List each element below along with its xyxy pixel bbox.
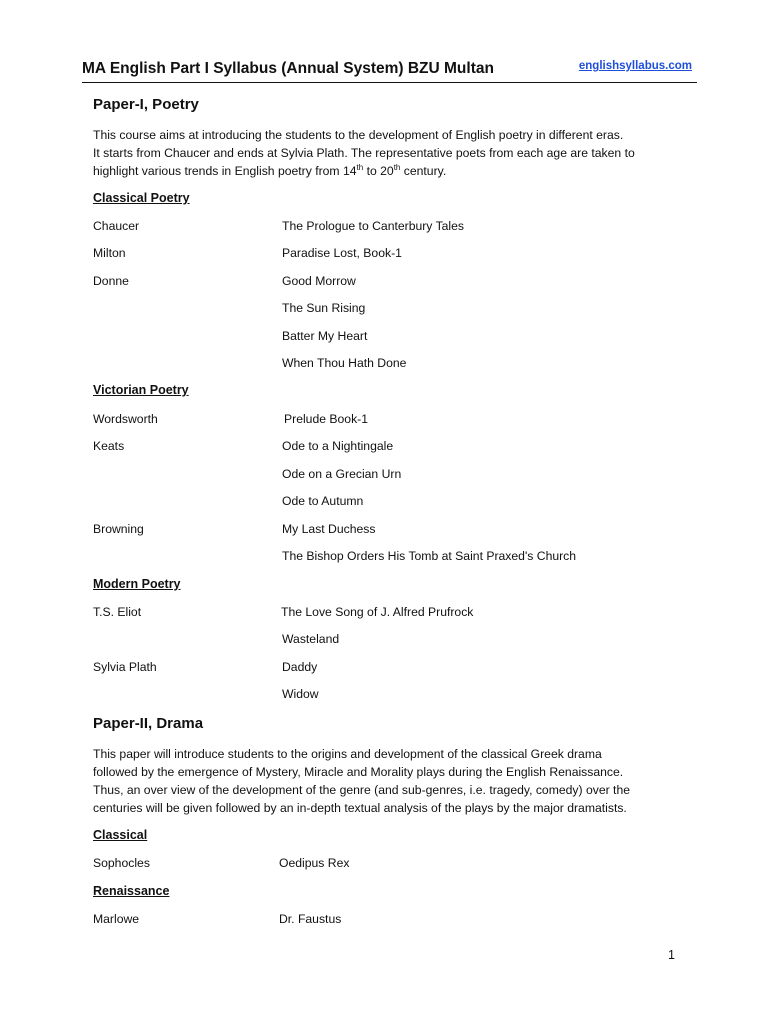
author-name: T.S. Eliot	[93, 605, 142, 619]
work-title: Daddy	[282, 660, 318, 674]
paper2-intro-line: Thus, an over view of the development of the genre (and sub-genres, i.e. tragedy, comedy) over the	[93, 783, 630, 797]
paper1-intro-line: highlight various trends in English poetry from 14th to 20th century.	[93, 162, 447, 178]
author-name: Donne	[93, 274, 129, 288]
work-title: Oedipus Rex	[279, 856, 350, 870]
paper2-intro	[93, 745, 683, 817]
page-number: 1	[668, 948, 675, 962]
document-title: MA English Part I Syllabus (Annual System) BZU Multan	[82, 60, 494, 77]
classical-drama-heading: Classical	[93, 828, 148, 842]
work-title: Prelude Book-1	[284, 412, 369, 426]
work-title: Ode on a Grecian Urn	[282, 467, 402, 481]
classical-poetry-heading: Classical Poetry	[93, 191, 190, 205]
work-title: Widow	[282, 687, 319, 701]
paper1-intro-line: This course aims at introducing the students to the development of English poetry in different eras.	[93, 128, 624, 142]
work-title: My Last Duchess	[282, 522, 376, 536]
author-name: Sylvia Plath	[93, 660, 157, 674]
paper1-intro	[93, 126, 683, 180]
author-name: Marlowe	[93, 912, 140, 926]
work-title: Ode to a Nightingale	[282, 439, 394, 453]
page-header	[82, 58, 697, 83]
author-name: Milton	[93, 246, 126, 260]
modern-poetry-heading: Modern Poetry	[93, 577, 181, 591]
paper2-heading: Paper-II, Drama	[93, 715, 204, 732]
work-title: When Thou Hath Done	[282, 356, 407, 370]
author-name: Chaucer	[93, 219, 140, 233]
work-title: Wasteland	[282, 632, 340, 646]
work-title: The Bishop Orders His Tomb at Saint Praxed's Church	[282, 549, 577, 563]
author-name: Wordsworth	[93, 412, 158, 426]
work-title: Good Morrow	[282, 274, 356, 288]
author-name: Sophocles	[93, 856, 150, 870]
author-name: Keats	[93, 439, 125, 453]
author-name: Browning	[93, 522, 144, 536]
paper2-intro-line: centuries will be given followed by an in-depth textual analysis of the plays by the major dramatists.	[93, 801, 627, 815]
site-link[interactable]: englishsyllabus.com	[578, 60, 692, 72]
work-title: The Love Song of J. Alfred Prufrock	[281, 605, 474, 619]
work-title: Paradise Lost, Book-1	[282, 246, 402, 260]
paper1-heading: Paper-I, Poetry	[93, 96, 199, 113]
work-title: The Sun Rising	[282, 301, 366, 315]
work-title: The Prologue to Canterbury Tales	[282, 219, 465, 233]
paper1-intro-line: It starts from Chaucer and ends at Sylvia Plath. The representative poets from each age are taken to	[93, 146, 635, 160]
paper2-intro-line: This paper will introduce students to the origins and development of the classical Greek drama	[93, 747, 602, 761]
work-title: Ode to Autumn	[282, 494, 364, 508]
victorian-poetry-heading: Victorian Poetry	[93, 383, 189, 397]
renaissance-drama-heading: Renaissance	[93, 884, 170, 898]
work-title: Batter My Heart	[282, 329, 368, 343]
paper2-intro-line: followed by the emergence of Mystery, Miracle and Morality plays during the English Renaissance.	[93, 765, 624, 779]
work-title: Dr. Faustus	[279, 912, 342, 926]
